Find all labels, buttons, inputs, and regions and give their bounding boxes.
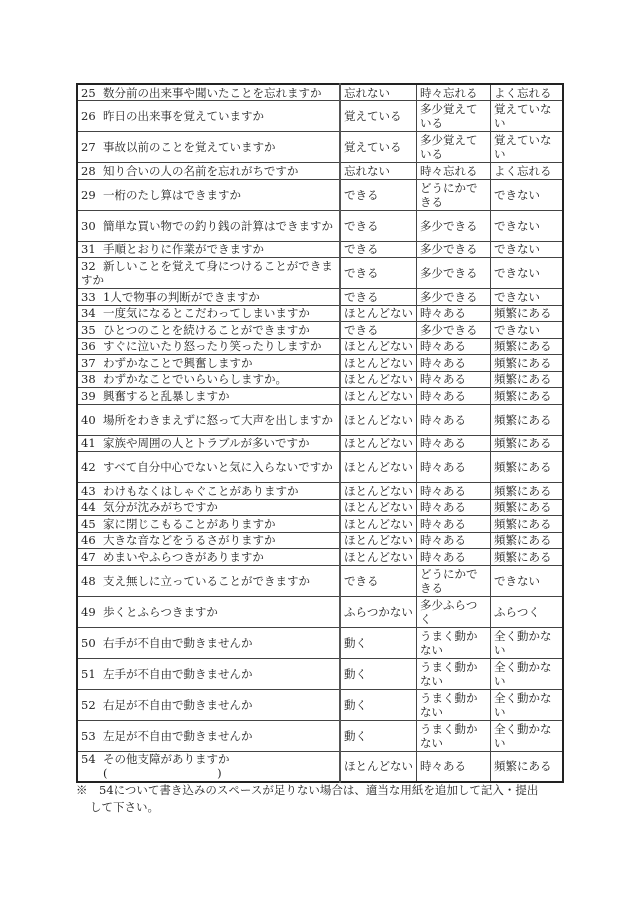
question-number: 43: [81, 483, 96, 498]
question-number: 47: [81, 549, 96, 564]
question-row: [77, 549, 563, 566]
question-row: [77, 627, 563, 658]
question-cell: [77, 658, 340, 689]
option-3[interactable]: よく忘れる: [491, 84, 564, 101]
question-row: [77, 388, 563, 405]
question-text: 新しいことを覚えて身につけることができますか: [81, 259, 333, 287]
question-text: 興奮すると乱暴しますか: [103, 388, 230, 403]
question-row: [77, 435, 563, 452]
question-cell: [77, 388, 340, 405]
question-text: 事故以前のことを覚えていますか: [103, 140, 276, 154]
option-1[interactable]: ふらつかない: [340, 596, 417, 627]
question-cell: [77, 241, 340, 258]
option-3[interactable]: できない: [491, 289, 564, 306]
question-row: [77, 371, 563, 388]
question-row: [77, 404, 563, 435]
option-2[interactable]: 時々ある: [417, 452, 491, 483]
option-3[interactable]: よく忘れる: [491, 163, 564, 180]
question-number: 53: [81, 728, 96, 743]
option-1[interactable]: ほとんどない: [340, 404, 417, 435]
option-1[interactable]: ほとんどない: [340, 499, 417, 516]
question-cell: [77, 163, 340, 180]
question-cell: [77, 452, 340, 483]
question-row: [77, 322, 563, 339]
question-row: [77, 483, 563, 500]
option-1[interactable]: できる: [340, 289, 417, 306]
question-row: [77, 84, 563, 101]
option-2[interactable]: 時々ある: [417, 404, 491, 435]
option-2[interactable]: 時々忘れる: [417, 163, 491, 180]
question-number: 46: [81, 533, 96, 548]
question-text: わずかなことで興奮しますか: [103, 355, 253, 370]
question-text: その他支障がありますか: [103, 752, 230, 767]
option-1[interactable]: 忘れない: [340, 163, 417, 180]
question-number: 50: [81, 635, 96, 650]
option-3[interactable]: 頻繁にある: [491, 452, 564, 483]
question-text: 一桁のたし算はできますか: [103, 187, 241, 202]
option-3[interactable]: 全く動かない: [491, 627, 564, 658]
option-1[interactable]: できる: [340, 210, 417, 241]
option-2[interactable]: 時々ある: [417, 371, 491, 388]
question-number: 34: [81, 306, 96, 321]
question-cell: [77, 371, 340, 388]
question-row: [77, 305, 563, 322]
option-3[interactable]: 頻繁にある: [491, 499, 564, 516]
question-row: [77, 241, 563, 258]
option-3[interactable]: できない: [491, 241, 564, 258]
option-1[interactable]: できる: [340, 179, 417, 210]
question-number: 38: [81, 372, 96, 387]
question-row: [77, 163, 563, 180]
option-2[interactable]: 時々ある: [417, 532, 491, 549]
option-1[interactable]: ほとんどない: [340, 435, 417, 452]
question-cell: [77, 179, 340, 210]
question-cell: [77, 404, 340, 435]
option-1[interactable]: 動く: [340, 627, 417, 658]
option-3[interactable]: できない: [491, 258, 564, 289]
option-1[interactable]: できる: [340, 258, 417, 289]
option-2[interactable]: 時々ある: [417, 435, 491, 452]
question-cell: [77, 258, 340, 289]
question-number: 39: [81, 388, 96, 403]
question-text: ひとつのことを続けることができますか: [103, 322, 310, 337]
option-1[interactable]: ほとんどない: [340, 338, 417, 355]
option-3[interactable]: 頻繁にある: [491, 516, 564, 533]
option-1[interactable]: 動く: [340, 689, 417, 720]
question-number: 32: [81, 259, 96, 273]
question-row: [77, 720, 563, 751]
question-cell: [77, 338, 340, 355]
option-2[interactable]: 時々忘れる: [417, 84, 491, 101]
answer-blank[interactable]: ( ): [103, 766, 222, 781]
option-2[interactable]: 多少できる: [417, 258, 491, 289]
option-2[interactable]: 多少覚えている: [417, 132, 491, 163]
question-cell: [77, 596, 340, 627]
question-cell: [77, 210, 340, 241]
question-cell: [77, 689, 340, 720]
question-row: [77, 289, 563, 306]
option-3[interactable]: 頻繁にある: [491, 305, 564, 322]
question-cell: [77, 289, 340, 306]
question-number: 49: [81, 604, 96, 619]
option-2[interactable]: 時々ある: [417, 549, 491, 566]
option-3[interactable]: 頻繁にある: [491, 355, 564, 372]
option-1[interactable]: 覚えている: [340, 101, 417, 132]
option-1[interactable]: ほとんどない: [340, 388, 417, 405]
question-number: 30: [81, 218, 96, 233]
question-text: 家に閉じこもることがありますか: [103, 516, 276, 531]
question-text: 大きな音などをうるさがりますか: [103, 533, 276, 548]
question-row: [77, 355, 563, 372]
footnote: [76, 782, 566, 816]
question-row: [77, 452, 563, 483]
question-number: 25: [81, 85, 96, 100]
option-3[interactable]: 頻繁にある: [491, 532, 564, 549]
question-text: 家族や周囲の人とトラブルが多いですか: [103, 436, 310, 451]
question-row: [77, 210, 563, 241]
option-2[interactable]: うまく動かない: [417, 689, 491, 720]
question-row: [77, 689, 563, 720]
question-row: [77, 596, 563, 627]
option-3[interactable]: 覚えていない: [491, 132, 564, 163]
question-cell: [77, 305, 340, 322]
option-1[interactable]: できる: [340, 322, 417, 339]
question-text: 歩くとふらつきますか: [103, 604, 218, 619]
option-3[interactable]: 頻繁にある: [491, 371, 564, 388]
question-cell: [77, 627, 340, 658]
question-text: 簡単な買い物での釣り銭の計算はできますか: [103, 218, 333, 233]
question-text: 一度気になるとこだわってしまいますか: [103, 306, 310, 321]
question-cell: [77, 499, 340, 516]
option-2[interactable]: どうにかできる: [417, 565, 491, 596]
question-text: 左手が不自由で動きませんか: [103, 666, 253, 681]
option-1[interactable]: ほとんどない: [340, 305, 417, 322]
question-row: [77, 658, 563, 689]
option-2[interactable]: 多少できる: [417, 241, 491, 258]
question-number: 37: [81, 355, 96, 370]
option-3[interactable]: できない: [491, 565, 564, 596]
option-1[interactable]: ほとんどない: [340, 452, 417, 483]
option-2[interactable]: うまく動かない: [417, 627, 491, 658]
footnote-line-1: ※ 54について書き込みのスペースが足りない場合は、適当な用紙を追加して記入・提出: [76, 783, 539, 797]
option-3[interactable]: 全く動かない: [491, 689, 564, 720]
option-1[interactable]: ほとんどない: [340, 532, 417, 549]
option-2[interactable]: 多少できる: [417, 210, 491, 241]
option-2[interactable]: 時々ある: [417, 388, 491, 405]
question-text: わずかなことでいらいらしますか。: [103, 372, 287, 387]
question-number: 54: [81, 752, 96, 767]
option-3[interactable]: 覚えていない: [491, 101, 564, 132]
question-row: [77, 179, 563, 210]
question-text: 1人で物事の判断ができますか: [103, 289, 260, 304]
option-3[interactable]: 頻繁にある: [491, 483, 564, 500]
question-cell: [77, 516, 340, 533]
option-2[interactable]: 多少覚えている: [417, 101, 491, 132]
question-row: [77, 101, 563, 132]
question-cell: [77, 549, 340, 566]
option-3[interactable]: ふらつく: [491, 596, 564, 627]
question-number: 28: [81, 163, 96, 178]
question-cell: [77, 483, 340, 500]
option-1[interactable]: ほとんどない: [340, 355, 417, 372]
question-number: 45: [81, 516, 96, 531]
question-row: [77, 499, 563, 516]
option-2[interactable]: うまく動かない: [417, 720, 491, 751]
option-2[interactable]: どうにかできる: [417, 179, 491, 210]
question-text: すべて自分中心でないと気に入らないですか: [103, 460, 333, 474]
question-number: 33: [81, 289, 96, 304]
option-1[interactable]: 覚えている: [340, 132, 417, 163]
question-number: 31: [81, 242, 96, 257]
question-text: 左足が不自由で動きませんか: [103, 728, 253, 743]
option-2[interactable]: 多少できる: [417, 289, 491, 306]
question-text: 場所をわきまえずに怒って大声を出しますか: [103, 412, 333, 427]
option-3[interactable]: できない: [491, 179, 564, 210]
option-1[interactable]: ほとんどない: [340, 483, 417, 500]
option-1[interactable]: 忘れない: [340, 84, 417, 101]
option-2[interactable]: うまく動かない: [417, 658, 491, 689]
option-3[interactable]: 頻繁にある: [491, 751, 564, 782]
option-3[interactable]: 頻繁にある: [491, 404, 564, 435]
question-cell: [77, 720, 340, 751]
option-3[interactable]: 頻繁にある: [491, 338, 564, 355]
question-row: [77, 751, 563, 782]
option-3[interactable]: できない: [491, 210, 564, 241]
option-3[interactable]: 頻繁にある: [491, 435, 564, 452]
question-cell: [77, 751, 340, 782]
option-2[interactable]: 時々ある: [417, 305, 491, 322]
question-number: 41: [81, 436, 96, 451]
question-cell: [77, 84, 340, 101]
question-number: 42: [81, 460, 96, 474]
question-number: 27: [81, 140, 96, 154]
question-text: 手順とおりに作業ができますか: [103, 242, 264, 257]
option-3[interactable]: 頻繁にある: [491, 549, 564, 566]
option-3[interactable]: 全く動かない: [491, 720, 564, 751]
question-text: わけもなくはしゃぐことがありますか: [103, 483, 299, 498]
option-1[interactable]: ほとんどない: [340, 751, 417, 782]
question-cell: [77, 435, 340, 452]
option-1[interactable]: ほとんどない: [340, 516, 417, 533]
option-2[interactable]: 多少できる: [417, 322, 491, 339]
option-1[interactable]: ほとんどない: [340, 371, 417, 388]
questionnaire-table: [76, 83, 564, 783]
option-3[interactable]: 全く動かない: [491, 658, 564, 689]
question-row: [77, 532, 563, 549]
question-text: 支え無しに立っていることができますか: [103, 573, 310, 588]
question-number: 29: [81, 187, 96, 202]
option-3[interactable]: できない: [491, 322, 564, 339]
question-row: [77, 565, 563, 596]
question-text: 昨日の出来事を覚えていますか: [103, 109, 264, 123]
question-number: 48: [81, 573, 96, 588]
question-number: 36: [81, 339, 96, 354]
option-1[interactable]: できる: [340, 241, 417, 258]
question-cell: [77, 322, 340, 339]
option-1[interactable]: できる: [340, 565, 417, 596]
option-3[interactable]: 頻繁にある: [491, 388, 564, 405]
question-text: すぐに泣いたり怒ったり笑ったりしますか: [103, 339, 322, 354]
question-cell: [77, 101, 340, 132]
option-2[interactable]: 時々ある: [417, 516, 491, 533]
question-text: 気分が沈みがちですか: [103, 500, 218, 515]
question-text: 右手が不自由で動きませんか: [103, 635, 253, 650]
footnote-line-2: して下さい。: [90, 800, 159, 814]
option-1[interactable]: 動く: [340, 658, 417, 689]
question-number: 40: [81, 412, 96, 427]
option-1[interactable]: 動く: [340, 720, 417, 751]
question-text: 右足が不自由で動きませんか: [103, 697, 253, 712]
question-text: 数分前の出来事や聞いたことを忘れますか: [103, 85, 322, 100]
question-cell: [77, 132, 340, 163]
question-number: 35: [81, 322, 96, 337]
option-2[interactable]: 時々ある: [417, 483, 491, 500]
question-row: [77, 258, 563, 289]
question-cell: [77, 565, 340, 596]
option-2[interactable]: 時々ある: [417, 499, 491, 516]
option-1[interactable]: ほとんどない: [340, 549, 417, 566]
option-2[interactable]: 時々ある: [417, 355, 491, 372]
question-cell: [77, 532, 340, 549]
question-row: [77, 516, 563, 533]
option-2[interactable]: 多少ふらつく: [417, 596, 491, 627]
question-number: 44: [81, 500, 96, 515]
question-cell: [77, 355, 340, 372]
question-number: 51: [81, 666, 96, 681]
question-text: 知り合いの人の名前を忘れがちですか: [103, 163, 299, 178]
question-text: めまいやふらつきがありますか: [103, 549, 264, 564]
question-row: [77, 338, 563, 355]
question-row: [77, 132, 563, 163]
option-2[interactable]: 時々ある: [417, 751, 491, 782]
option-2[interactable]: 時々ある: [417, 338, 491, 355]
question-number: 52: [81, 697, 96, 712]
question-number: 26: [81, 109, 96, 123]
